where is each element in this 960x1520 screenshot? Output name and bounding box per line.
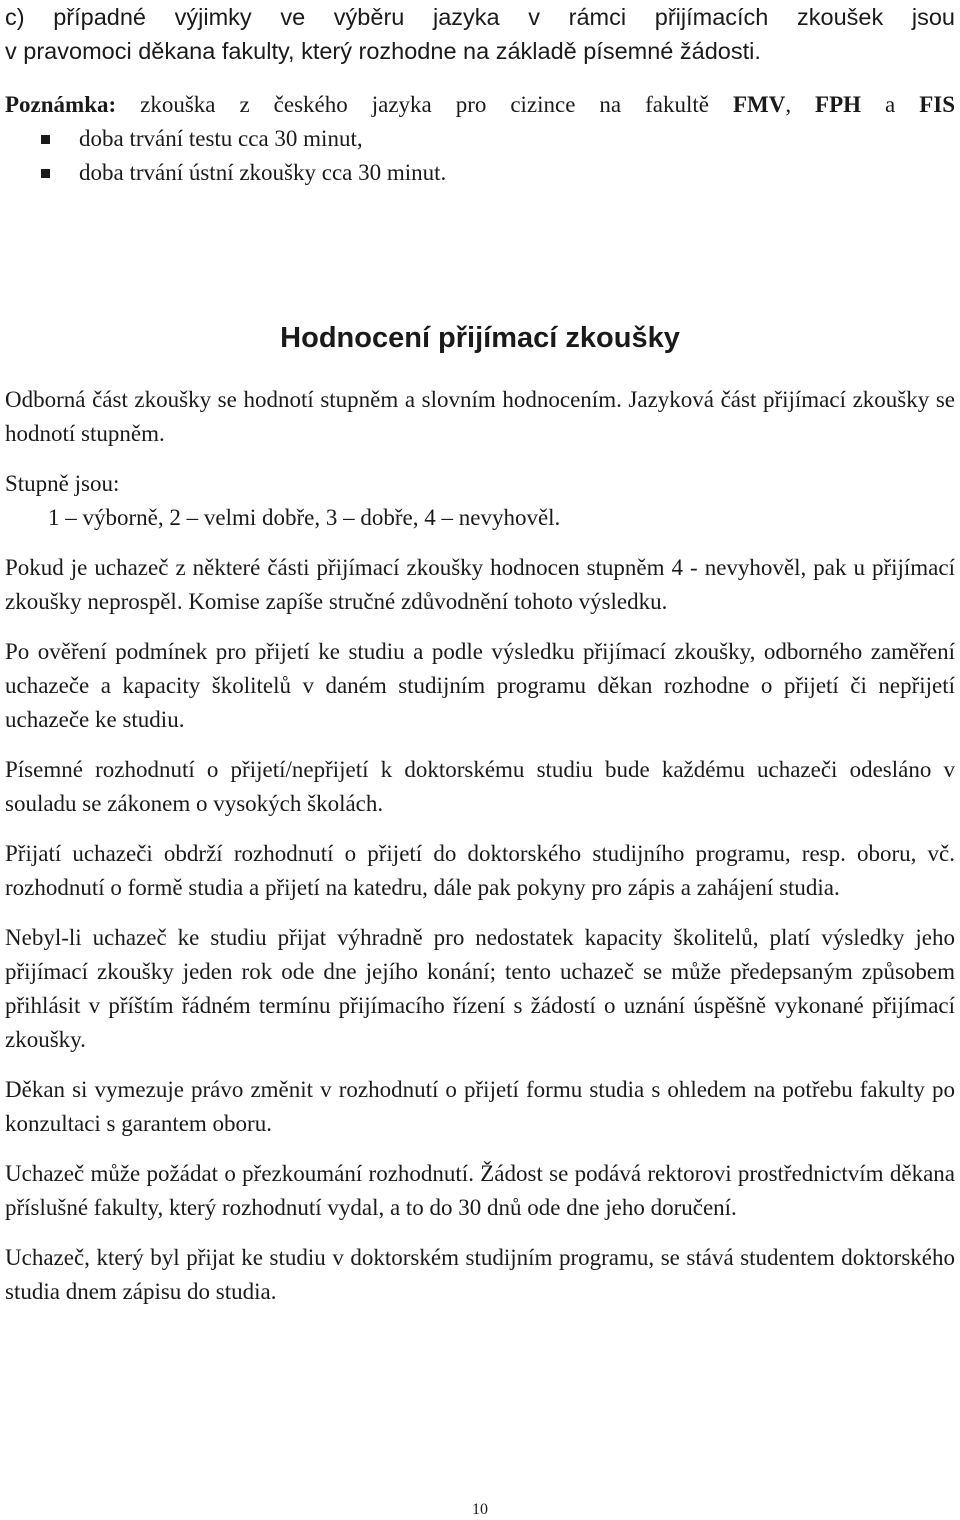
bullet-text: doba trvání testu cca 30 minut,: [79, 126, 363, 151]
paragraph-student-status: Uchazeč, který byl přijat ke studiu v doktorském studijním programu, se stává studentem doktorského studia dnem zápisu do studia.: [5, 1245, 955, 1304]
faculty-fis: FIS: [919, 92, 955, 117]
paragraph-review: Uchazeč může požádat o přezkoumání rozhodnutí. Žádost se podává rektorovi prostřednictvím děkana příslušné fakulty, který rozhodnutí vydal, a to do 30 dnů ode dne jeho doručení.: [5, 1161, 955, 1220]
note-separator-2: a: [861, 92, 920, 117]
grades-list: 1 – výborně, 2 – velmi dobře, 3 – dobře, 4 – nevyhověl.: [48, 505, 561, 530]
grades-block: [5, 467, 955, 535]
bullet-text: doba trvání ústní zkoušky cca 30 minut.: [79, 160, 447, 185]
section-heading: Hodnocení přijímací zkoušky: [280, 322, 680, 354]
item-c-line-2: v pravomoci děkana fakulty, který rozhodne na základě písemné žádosti.: [5, 38, 761, 64]
grades-label: Stupně jsou:: [5, 471, 120, 496]
paragraph-written-decision: Písemné rozhodnutí o přijetí/nepřijetí k doktorskému studiu bude každému uchazeči odesláno v souladu se zákonem o vysokých školách.: [5, 757, 955, 816]
paragraph-evaluation: Odborná část zkoušky se hodnotí stupněm a slovním hodnocením. Jazyková část přijímací zkoušky se hodnotí stupněm.: [5, 387, 955, 446]
item-c-line-1: c) případné výjimky ve výběru jazyka v rámci přijímacích zkoušek jsou: [5, 4, 955, 30]
list-item-c: [5, 0, 955, 68]
note-block: [5, 88, 955, 190]
section-body: [5, 383, 955, 1325]
square-bullet-icon: [41, 169, 50, 178]
paragraph-dean-rights: Děkan si vymezuje právo změnit v rozhodnutí o přijetí formu studia s ohledem na potřebu fakulty po konzultaci s garantem oboru.: [5, 1077, 955, 1136]
paragraph-decision: Po ověření podmínek pro přijetí ke studiu a podle výsledku přijímací zkoušky, odborného zaměření uchazeče a kapacity školitelů v daném studijním programu děkan rozhodne o přijetí či nepřijetí uchazeče ke studiu.: [5, 639, 955, 732]
paragraph-capacity: Nebyl-li uchazeč ke studiu přijat výhradně pro nedostatek kapacity školitelů, platí výsledky jeho přijímací zkoušky jeden rok ode dne jejího konání; tento uchazeč se může předepsaným způsobem přihlásit v příštím řádném termínu přijímacího řízení s žádostí o uznání úspěšně vykonané přijímací zkoušky.: [5, 925, 955, 1052]
note-label: Poznámka:: [5, 92, 117, 117]
page-number: 10: [472, 1501, 488, 1518]
faculty-fph: FPH: [815, 92, 862, 117]
note-bullet-list: [5, 122, 955, 190]
note-text: zkouška z českého jazyka pro cizince na fakultě: [116, 92, 733, 117]
paragraph-admitted: Přijatí uchazeči obdrží rozhodnutí o přijetí do doktorského studijního programu, resp. oboru, vč. rozhodnutí o formě studia a přijetí na katedru, dále pak pokyny pro zápis a zahájení studia.: [5, 841, 955, 900]
list-item: [5, 122, 955, 156]
list-item: [5, 156, 955, 190]
note-separator-1: ,: [785, 92, 816, 117]
note-line: [5, 88, 955, 122]
paragraph-failure: Pokud je uchazeč z některé části přijímací zkoušky hodnocen stupněm 4 - nevyhověl, pak u přijímací zkoušky neprospěl. Komise zapíše stručné zdůvodnění tohoto výsledku.: [5, 555, 955, 614]
square-bullet-icon: [41, 135, 50, 144]
faculty-fmv: FMV: [732, 92, 786, 117]
